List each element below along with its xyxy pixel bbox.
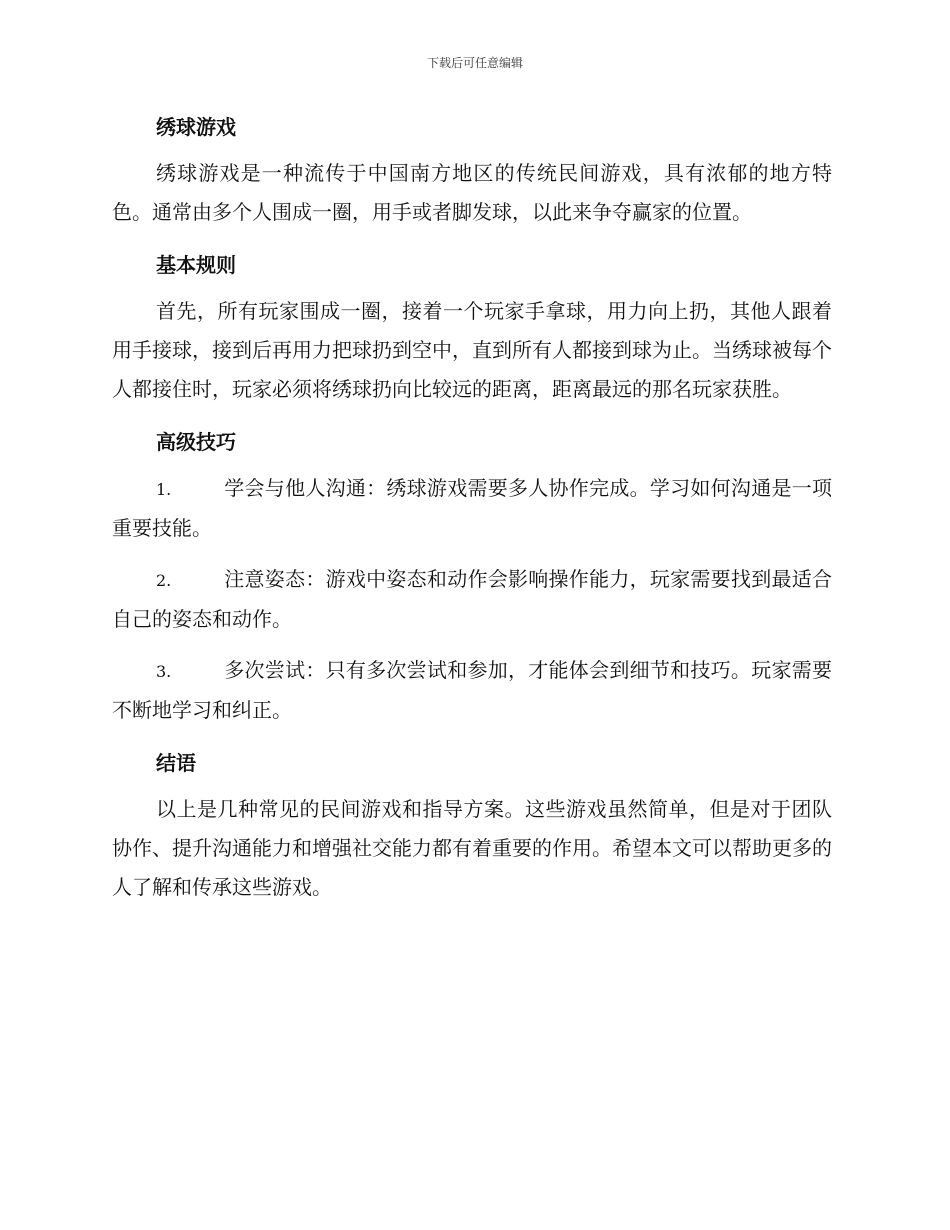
list-item xyxy=(112,560,832,639)
list-item xyxy=(112,651,832,730)
section-paragraph: 以上是几种常见的民间游戏和指导方案。这些游戏虽然简单，但是对于团队协作、提升沟通能力和增强社交能力都有着重要的作用。希望本文可以帮助更多的人了解和传承这些游戏。 xyxy=(112,797,832,899)
document-body xyxy=(112,106,832,919)
list-item-text: 学会与他人沟通：绣球游戏需要多人协作完成。学习如何沟通是一项重要技能。 xyxy=(112,476,832,540)
section-heading: 基本规则 xyxy=(156,253,236,277)
list-item-text: 多次尝试：只有多次尝试和参加，才能体会到细节和技巧。玩家需要不断地学习和纠正。 xyxy=(112,658,832,722)
list-item-number: 2. xyxy=(156,571,172,590)
list-item-number: 1. xyxy=(156,480,172,499)
page-header-note: 下载后可任意编辑 xyxy=(426,56,523,70)
list-item xyxy=(112,469,832,548)
section-heading: 结语 xyxy=(156,751,196,775)
section-paragraph: 绣球游戏是一种流传于中国南方地区的传统民间游戏，具有浓郁的地方特色。通常由多个人围成一圈，用手或者脚发球，以此来争夺赢家的位置。 xyxy=(112,161,832,224)
section-heading: 绣球游戏 xyxy=(156,115,236,139)
section-heading: 高级技巧 xyxy=(156,430,236,454)
list-item-text: 注意姿态：游戏中姿态和动作会影响操作能力，玩家需要找到最适合自己的姿态和动作。 xyxy=(112,567,832,631)
list-item-number: 3. xyxy=(156,662,172,681)
section-paragraph: 首先，所有玩家围成一圈，接着一个玩家手拿球，用力向上扔，其他人跟着用手接球，接到后再用力把球扔到空中，直到所有人都接到球为止。当绣球被每个人都接住时，玩家必须将绣球扔向比较远的距离，距离最远的那名玩家获胜。 xyxy=(112,299,832,401)
